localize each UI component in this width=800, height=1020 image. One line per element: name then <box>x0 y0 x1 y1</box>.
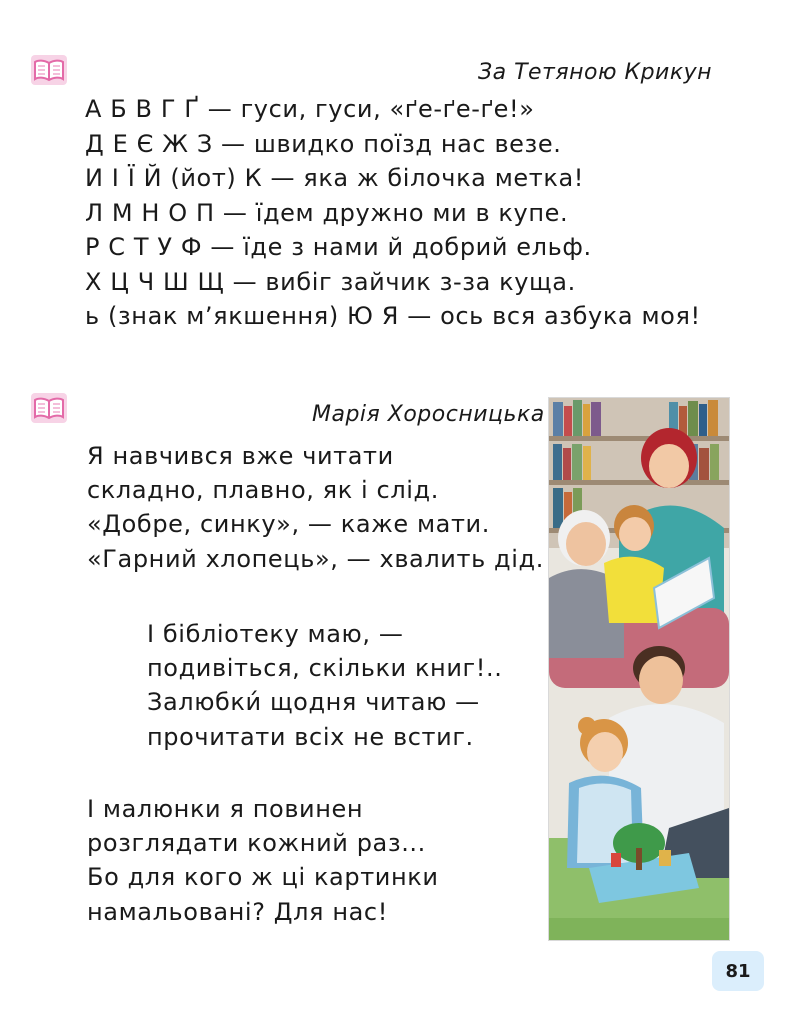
poem2-line: складно, плавно, як і слід. <box>87 476 439 505</box>
poem1-line: Х Ц Ч Ш Щ — вибіг зайчик з-за куща. <box>85 267 576 296</box>
poem1-line: Д Е Є Ж З — швидко поїзд нас везе. <box>85 129 562 158</box>
poem2-line: прочитати всіх не встиг. <box>147 722 474 751</box>
poem1-line: А Б В Г Ґ — гуси, гуси, «ґе-ґе-ґе!» <box>85 95 535 123</box>
family-reading-illustration <box>548 397 730 941</box>
poem2-author: Марія Хоросницька <box>312 402 545 427</box>
poem2-line: подивіться, скільки книг!.. <box>147 654 503 683</box>
page-number: 81 <box>712 951 764 991</box>
poem2-stanza-2 <box>147 617 502 754</box>
book-icon <box>30 54 68 86</box>
poem2-line: Залюбки́ щодня читаю — <box>147 688 480 717</box>
poem1-line: Л М Н О П — їдем дружно ми в купе. <box>85 198 569 227</box>
poem2-line: Я навчився вже читати <box>87 442 394 470</box>
poem2-line: розглядати кожний раз... <box>87 829 426 858</box>
poem2-stanza-1 <box>87 439 544 576</box>
poem2-stanza-3 <box>87 792 439 929</box>
poem1-verse <box>85 92 701 334</box>
poem1-line: ь (знак м’якшення) Ю Я — ось вся азбука моя! <box>85 302 701 330</box>
poem2-line: намальовані? Для нас! <box>87 897 388 926</box>
poem1-line: И І Ї Й (йот) К — яка ж білочка метка! <box>85 164 584 192</box>
poem2-line: І бібліотеку маю, — <box>147 620 404 648</box>
book-icon <box>30 392 68 424</box>
poem2-line: І малюнки я повинен <box>87 795 364 823</box>
poem1-line: Р С Т У Ф — їде з нами й добрий ельф. <box>85 233 592 261</box>
poem1-author: За Тетяною Крикун <box>478 60 713 85</box>
poem2-line: Бо для кого ж ці картинки <box>87 863 439 892</box>
poem2-line: «Добре, синку», — каже мати. <box>87 510 490 539</box>
poem2-line: «Гарний хлопець», — хвалить дід. <box>87 544 544 573</box>
